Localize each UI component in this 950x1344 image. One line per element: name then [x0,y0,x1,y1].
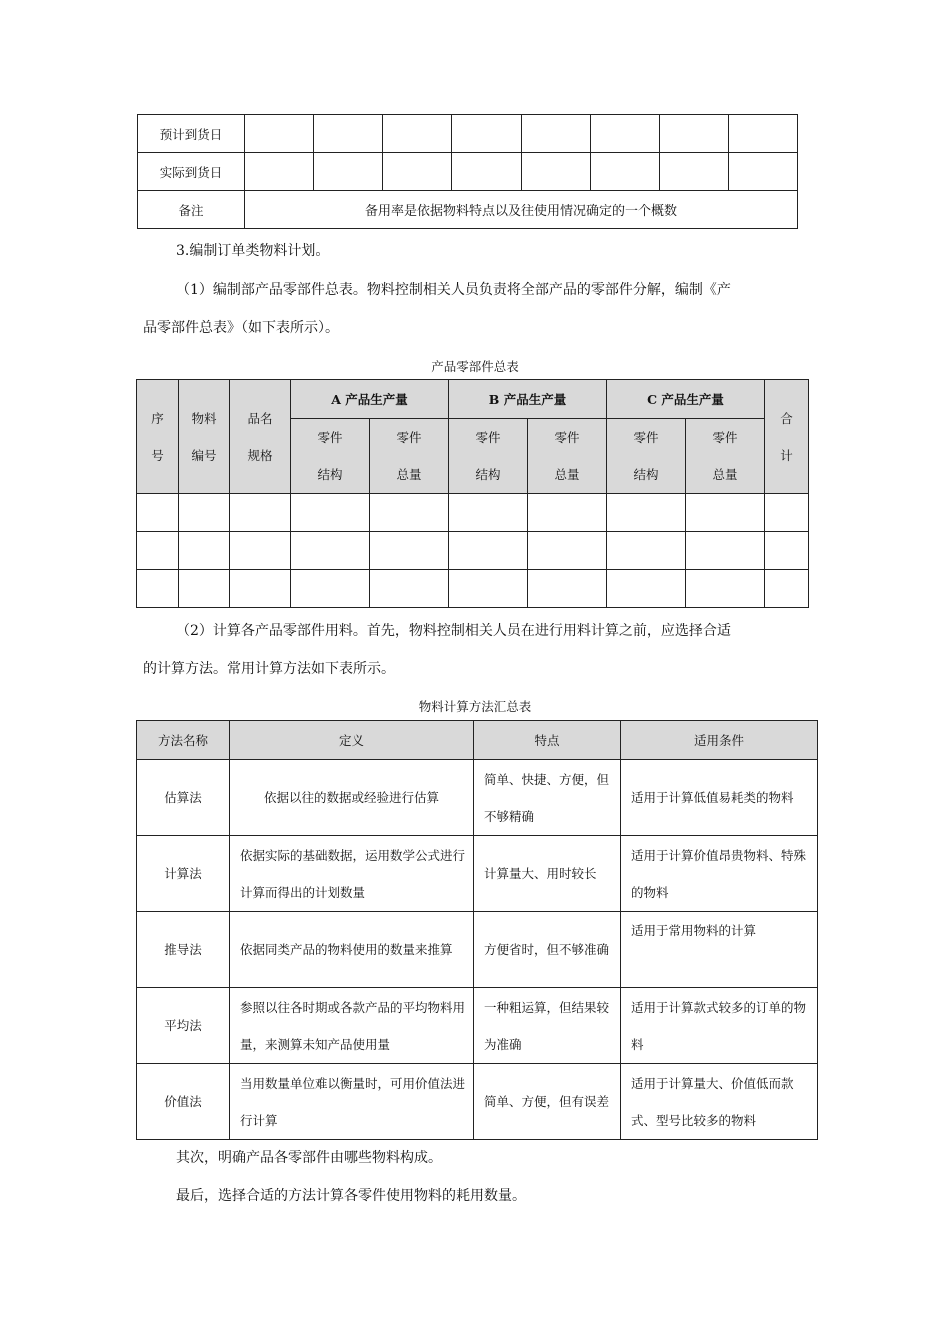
header-condition: 适用条件 [621,721,818,760]
header-row [137,721,818,760]
table-row [137,836,818,912]
header-group-a: A 产品生产量 [291,380,449,419]
header-struct: 零件 结构 [607,419,686,494]
method-name: 计算法 [137,836,230,912]
paragraph-line: 最后，选择合适的方法计算各零件使用物料的耗用数量。 [176,1188,526,1204]
method-definition: 依据实际的基础数据，运用数学公式进行计算而得出的计划数量 [230,836,474,912]
table-row [137,532,809,570]
header-spec: 品名 规格 [230,380,291,494]
method-condition: 适用于计算量大、价值低而款式、型号比较多的物料 [621,1064,818,1140]
remark-label: 备注 [138,191,245,229]
paragraph-line: （1）编制部产品零部件总表。物料控制相关人员负责将全部产品的零部件分解，编制《产 [176,282,731,298]
method-definition: 依据同类产品的物料使用的数量来推算 [230,912,474,988]
paragraph-line: 品零部件总表》（如下表所示）。 [143,320,339,336]
method-feature: 一种粗运算，但结果较为准确 [474,988,621,1064]
header-seq: 序 号 [137,380,179,494]
table-row [137,988,818,1064]
method-name: 平均法 [137,988,230,1064]
method-definition: 参照以往各时期或各款产品的平均物料用量，来测算未知产品使用量 [230,988,474,1064]
methods-table [136,720,818,1140]
header-qty: 零件 总量 [686,419,765,494]
method-name: 估算法 [137,760,230,836]
method-feature: 计算量大、用时较长 [474,836,621,912]
header-group-b: B 产品生产量 [449,380,607,419]
table-row [137,494,809,532]
header-feature: 特点 [474,721,621,760]
table-row [137,912,818,988]
table-row [137,760,818,836]
table-row [137,1064,818,1140]
header-struct: 零件 结构 [291,419,370,494]
header-code: 物料 编号 [179,380,230,494]
paragraph-line: 其次，明确产品各零部件由哪些物料构成。 [176,1150,442,1166]
method-feature: 简单、方便，但有误差 [474,1064,621,1140]
header-struct: 零件 结构 [449,419,528,494]
table-caption: 物料计算方法汇总表 [418,699,532,714]
method-name: 推导法 [137,912,230,988]
method-condition: 适用于常用物料的计算 [621,912,818,988]
header-method: 方法名称 [137,721,230,760]
method-condition: 适用于计算款式较多的订单的物料 [621,988,818,1064]
row-label: 实际到货日 [138,153,245,191]
table-row [137,570,809,608]
header-qty: 零件 总量 [370,419,449,494]
table-caption: 产品零部件总表 [431,359,519,374]
paragraph-line: （2）计算各产品零部件用料。首先，物料控制相关人员在进行用料计算之前，应选择合适 [176,623,731,639]
table-row [138,153,798,191]
header-definition: 定义 [230,721,474,760]
section-heading: 3.编制订单类物料计划。 [176,243,330,259]
delivery-schedule-table [137,114,798,229]
product-parts-table [136,379,809,608]
method-definition: 依据以往的数据或经验进行估算 [230,760,474,836]
method-condition: 适用于计算低值易耗类的物料 [621,760,818,836]
remark-text: 备用率是依据物料特点以及往使用情况确定的一个概数 [245,191,798,229]
row-label: 预计到货日 [138,115,245,153]
method-feature: 简单、快捷、方便，但不够精确 [474,760,621,836]
method-definition: 当用数量单位难以衡量时，可用价值法进行计算 [230,1064,474,1140]
table-row [138,191,798,229]
method-condition: 适用于计算价值昂贵物料、特殊的物料 [621,836,818,912]
table-row [138,115,798,153]
paragraph-line: 的计算方法。常用计算方法如下表所示。 [143,661,395,677]
method-name: 价值法 [137,1064,230,1140]
header-qty: 零件 总量 [528,419,607,494]
header-row [137,380,809,419]
header-group-c: C 产品生产量 [607,380,765,419]
method-feature: 方便省时，但不够准确 [474,912,621,988]
header-total: 合 计 [765,380,809,494]
